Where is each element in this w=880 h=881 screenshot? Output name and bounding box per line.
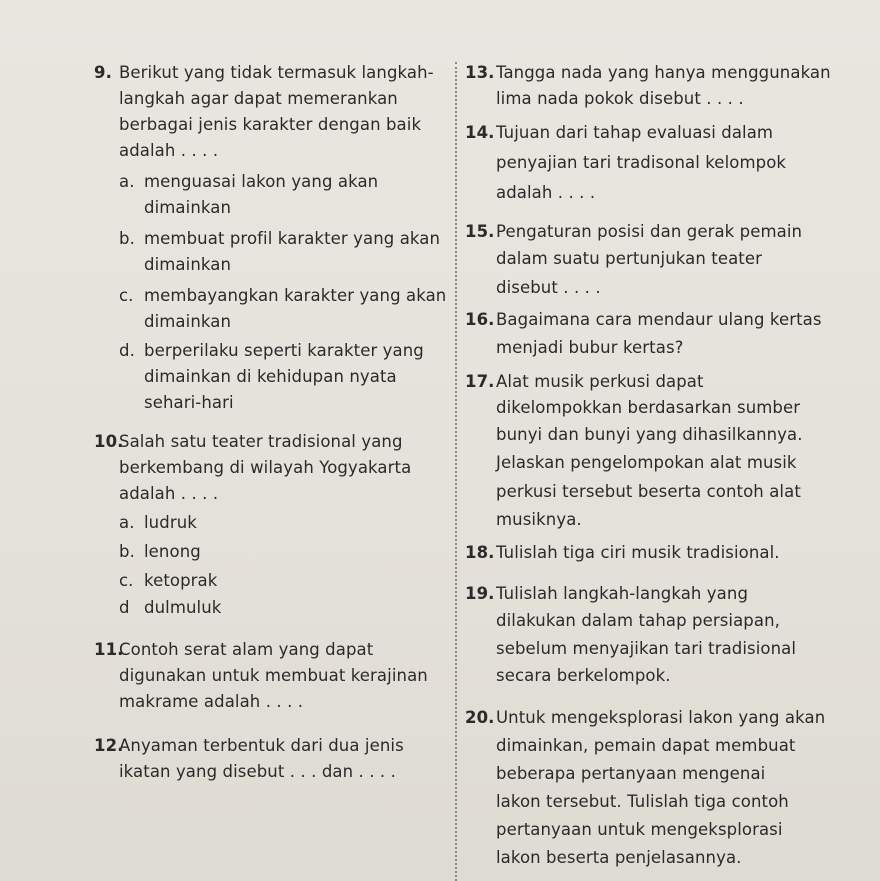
q17-text-4: Jelaskan pengelompokan alat musik bbox=[496, 453, 797, 472]
q10-text-3: adalah . . . . bbox=[119, 484, 219, 503]
q9-option-b-text-2: dimainkan bbox=[144, 255, 232, 274]
q10-option-b-letter: b. bbox=[119, 542, 135, 561]
q10-option-d-text: dulmuluk bbox=[144, 598, 222, 617]
q10-text-1: Salah satu teater tradisional yang bbox=[119, 432, 403, 451]
q13-text-1: Tangga nada yang hanya menggunakan bbox=[496, 63, 831, 82]
q20-number: 20. bbox=[465, 708, 495, 727]
q19-number: 19. bbox=[465, 584, 495, 603]
q9-number: 9. bbox=[94, 63, 112, 82]
q10-option-c-text: ketoprak bbox=[144, 571, 218, 590]
q16-text-2: menjadi bubur kertas? bbox=[496, 338, 684, 357]
q19-text-4: secara berkelompok. bbox=[496, 666, 671, 685]
q14-number: 14. bbox=[465, 123, 495, 142]
q13-text-2: lima nada pokok disebut . . . . bbox=[496, 89, 744, 108]
q17-text-2: dikelompokkan berdasarkan sumber bbox=[496, 398, 801, 417]
q10-option-d-letter: d bbox=[119, 598, 130, 617]
q16-text-1: Bagaimana cara mendaur ulang kertas bbox=[496, 310, 822, 329]
q20-text-1: Untuk mengeksplorasi lakon yang akan bbox=[496, 708, 826, 727]
q17-text-3: bunyi dan bunyi yang dihasilkannya. bbox=[496, 425, 803, 444]
q16-number: 16. bbox=[465, 310, 495, 329]
q10-option-c-letter: c. bbox=[119, 571, 134, 590]
q17-text-1: Alat musik perkusi dapat bbox=[496, 372, 704, 391]
q15-text-2: dalam suatu pertunjukan teater bbox=[496, 249, 762, 268]
q9-option-a-letter: a. bbox=[119, 172, 135, 191]
q10-text-2: berkembang di wilayah Yogyakarta bbox=[119, 458, 412, 477]
q20-text-6: lakon beserta penjelasannya. bbox=[496, 848, 742, 867]
q19-text-3: sebelum menyajikan tari tradisional bbox=[496, 639, 797, 658]
q9-option-d-letter: d. bbox=[119, 341, 135, 360]
q14-text-1: Tujuan dari tahap evaluasi dalam bbox=[496, 123, 774, 142]
q10-option-a-text: ludruk bbox=[144, 513, 197, 532]
q19-text-1: Tulislah langkah-langkah yang bbox=[496, 584, 749, 603]
q13-number: 13. bbox=[465, 63, 495, 82]
q11-text-3: makrame adalah . . . . bbox=[119, 692, 304, 711]
q15-text-1: Pengaturan posisi dan gerak pemain bbox=[496, 222, 803, 241]
q9-option-d-text-3: sehari-hari bbox=[144, 393, 234, 412]
q9-option-d-text-2: dimainkan di kehidupan nyata bbox=[144, 367, 397, 386]
q17-number: 17. bbox=[465, 372, 495, 391]
q14-text-3: adalah . . . . bbox=[496, 183, 596, 202]
q10-number: 10. bbox=[94, 432, 124, 451]
q20-text-3: beberapa pertanyaan mengenai bbox=[496, 764, 766, 783]
q9-option-a-text-2: dimainkan bbox=[144, 198, 232, 217]
q9-option-c-text-2: dimainkan bbox=[144, 312, 232, 331]
q18-text-1: Tulislah tiga ciri musik tradisional. bbox=[496, 543, 780, 562]
q9-option-a-text-1: menguasai lakon yang akan bbox=[144, 172, 379, 191]
q12-number: 12. bbox=[94, 736, 124, 755]
q19-text-2: dilakukan dalam tahap persiapan, bbox=[496, 611, 780, 630]
q20-text-4: lakon tersebut. Tulislah tiga contoh bbox=[496, 792, 789, 811]
q10-option-b-text: lenong bbox=[144, 542, 201, 561]
q10-option-a-letter: a. bbox=[119, 513, 135, 532]
q11-number: 11. bbox=[94, 640, 124, 659]
column-divider bbox=[455, 62, 457, 881]
q14-text-2: penyajian tari tradisonal kelompok bbox=[496, 153, 787, 172]
q15-text-3: disebut . . . . bbox=[496, 278, 601, 297]
q11-text-2: digunakan untuk membuat kerajinan bbox=[119, 666, 428, 685]
q20-text-5: pertanyaan untuk mengeksplorasi bbox=[496, 820, 783, 839]
q9-text-3: berbagai jenis karakter dengan baik bbox=[119, 115, 422, 134]
q12-text-1: Anyaman terbentuk dari dua jenis bbox=[119, 736, 404, 755]
q18-number: 18. bbox=[465, 543, 495, 562]
q15-number: 15. bbox=[465, 222, 495, 241]
q9-option-b-text-1: membuat profil karakter yang akan bbox=[144, 229, 441, 248]
q17-text-5: perkusi tersebut beserta contoh alat bbox=[496, 482, 801, 501]
q9-option-d-text-1: berperilaku seperti karakter yang bbox=[144, 341, 424, 360]
q9-text-4: adalah . . . . bbox=[119, 141, 219, 160]
q12-text-2: ikatan yang disebut . . . dan . . . . bbox=[119, 762, 396, 781]
q9-text-2: langkah agar dapat memerankan bbox=[119, 89, 398, 108]
q9-option-b-letter: b. bbox=[119, 229, 135, 248]
q20-text-2: dimainkan, pemain dapat membuat bbox=[496, 736, 796, 755]
q11-text-1: Contoh serat alam yang dapat bbox=[119, 640, 374, 659]
q9-option-c-text-1: membayangkan karakter yang akan bbox=[144, 286, 447, 305]
q17-text-6: musiknya. bbox=[496, 510, 582, 529]
q9-text-1: Berikut yang tidak termasuk langkah- bbox=[119, 63, 434, 82]
q9-option-c-letter: c. bbox=[119, 286, 134, 305]
